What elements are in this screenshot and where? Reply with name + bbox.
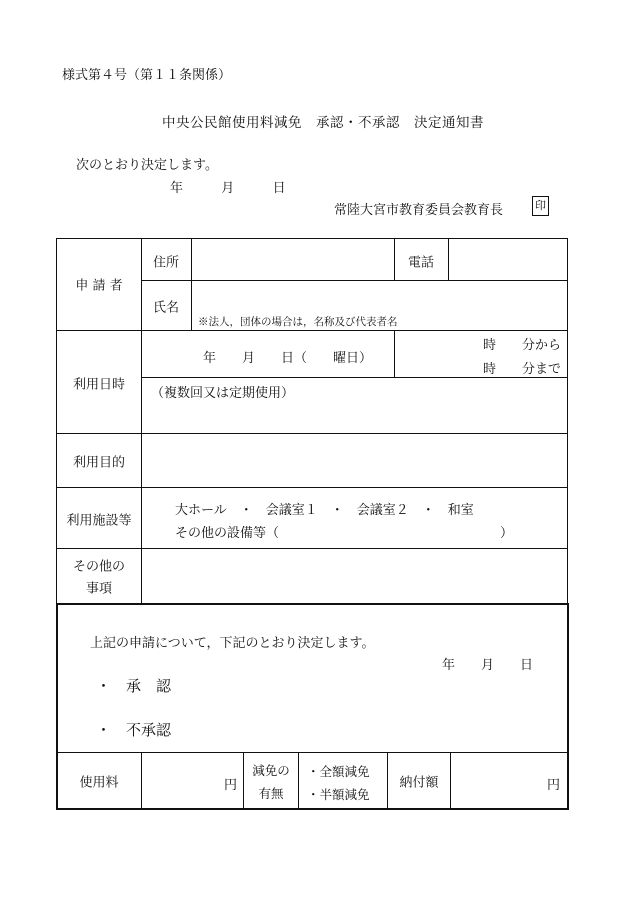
issue-date-year: 年 <box>170 181 184 196</box>
row-divider-applicant <box>56 330 568 331</box>
phone-label-right-divider <box>448 238 449 280</box>
usage-datetime-label: 利用日時 <box>72 377 126 393</box>
decision-box-right <box>567 603 569 810</box>
issue-date-month: 月 <box>221 181 235 196</box>
usage-date-line: 年 月 日（ 曜日） <box>203 351 373 366</box>
row-divider-facility <box>56 548 568 549</box>
phone-label-left-divider <box>394 238 395 280</box>
table-top-border <box>56 238 568 239</box>
purpose-label: 利用目的 <box>72 455 126 471</box>
form-number: 様式第４号（第１１条関係） <box>62 68 232 83</box>
applicant-label: 申 請 者 <box>75 278 123 294</box>
fee-row-top <box>57 752 568 753</box>
fee-yen: 円 <box>224 778 238 793</box>
facility-options: 大ホール ・ 会議室１ ・ 会議室２ ・ 和室 <box>175 503 474 518</box>
decision-box-left <box>56 603 58 810</box>
usage-time-from: 時 分から <box>483 338 562 353</box>
row-divider-usage <box>56 433 568 434</box>
other-label-line1: その他の <box>72 559 126 575</box>
time-column-divider <box>394 330 395 377</box>
decision-box-bottom <box>56 808 569 810</box>
facility-label: 利用施設等 <box>66 513 132 529</box>
issue-date-day: 日 <box>272 181 286 196</box>
table-right-border <box>567 238 568 604</box>
decision-date <box>442 654 533 673</box>
facility-other: その他の設備等（ ） <box>175 526 514 541</box>
row-divider-purpose <box>56 487 568 488</box>
fee-divider-2 <box>243 752 244 808</box>
fee-divider-3 <box>298 752 299 808</box>
row-divider-datetime <box>141 377 568 378</box>
name-label: 氏名 <box>152 300 180 316</box>
fee-label: 使用料 <box>79 775 119 791</box>
other-label-line2: 事項 <box>85 581 113 597</box>
fee-divider-1 <box>141 752 142 808</box>
issuer-name: 常陸大宮市教育委員会教育長 <box>334 203 504 218</box>
full-exemption-option[interactable]: ・全額減免 <box>307 764 370 779</box>
payment-yen: 円 <box>547 778 561 793</box>
intro-text: 次のとおり決定します。 <box>76 158 218 173</box>
issue-date <box>170 177 286 196</box>
half-exemption-option[interactable]: ・半額減免 <box>307 787 370 802</box>
reject-option[interactable]: ・ 不承認 <box>96 721 172 739</box>
decision-box-top <box>56 603 569 605</box>
fee-divider-4 <box>387 752 388 808</box>
multiple-use-note: （複数回又は定期使用） <box>151 386 295 401</box>
row-divider-address <box>141 280 568 281</box>
approve-option[interactable]: ・ 承 認 <box>96 677 172 695</box>
decision-date-month: 月 <box>481 658 495 673</box>
decision-text: 上記の申請について，下記のとおり決定します。 <box>90 636 375 651</box>
table-left-border <box>56 238 57 604</box>
exemption-label-line2: 有無 <box>258 786 284 801</box>
phone-label: 電話 <box>407 255 435 271</box>
address-label: 住所 <box>152 255 180 271</box>
document-title: 中央公民館使用料減免 承認・不承認 決定通知書 <box>162 115 484 131</box>
seal-mark: 印 <box>532 196 549 216</box>
decision-date-day: 日 <box>520 658 534 673</box>
decision-date-year: 年 <box>442 658 456 673</box>
name-note: ※法人，団体の場合は，名称及び代表者名 <box>198 316 398 328</box>
fee-divider-5 <box>450 752 451 808</box>
exemption-label-line1: 減免の <box>252 763 290 778</box>
label-column-divider <box>141 238 142 604</box>
usage-time-to: 時 分まで <box>483 362 562 377</box>
payment-label: 納付額 <box>399 775 439 791</box>
sublabel-column-divider <box>191 238 192 330</box>
